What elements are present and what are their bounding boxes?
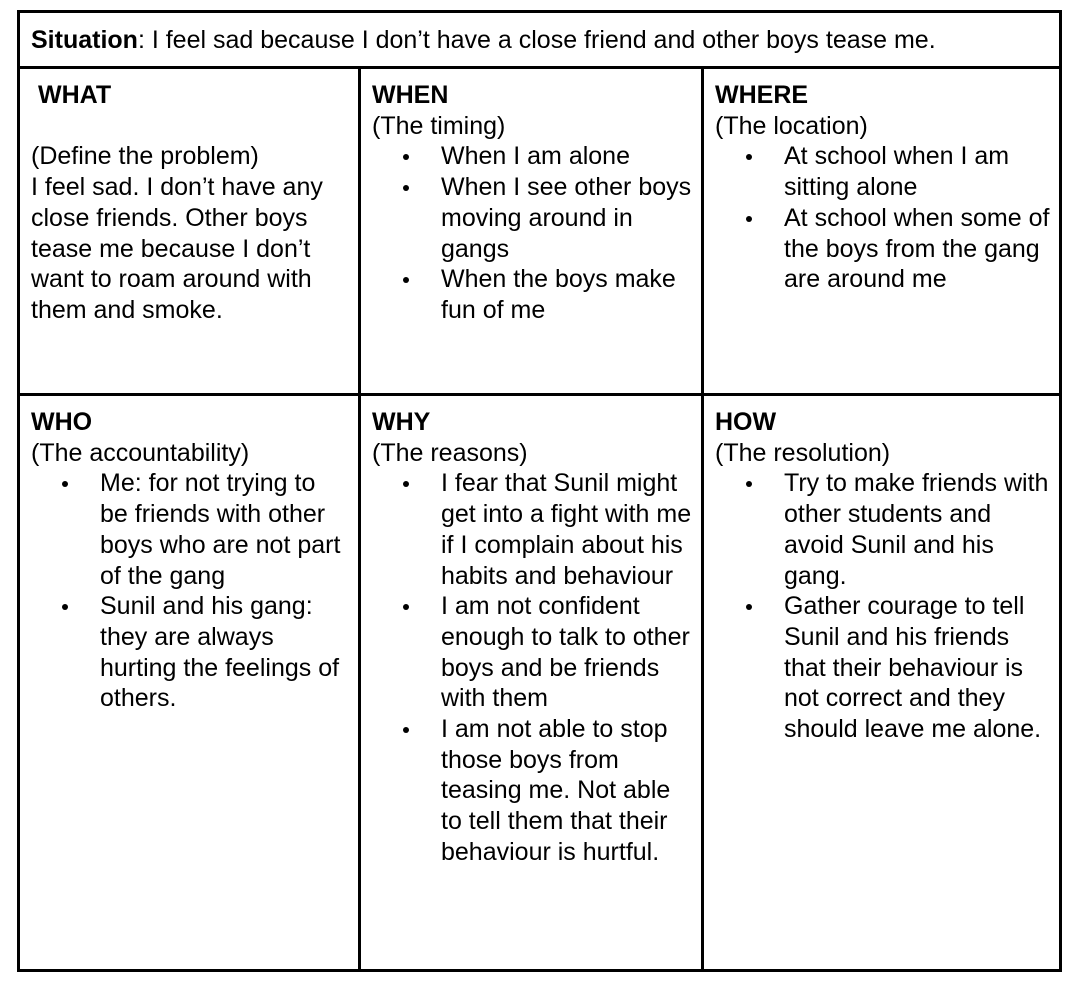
where-heading: WHERE: [715, 81, 809, 109]
why-item: I fear that Sunil might get into a fight with me if I complain about his habits and behaviour: [361, 468, 701, 591]
when-heading: WHEN: [372, 81, 449, 109]
situation-text: : I feel sad because I don’t have a close friend and other boys tease me.: [137, 26, 936, 54]
where-cell: [704, 69, 1059, 396]
how-list: [704, 468, 1059, 744]
why-cell: [361, 396, 704, 969]
who-heading: WHO: [31, 408, 93, 436]
situation-label: Situation: [31, 26, 138, 54]
problem-analysis-table: [17, 10, 1062, 972]
where-item: At school when I am sitting alone: [704, 141, 1059, 202]
how-item: Gather courage to tell Sunil and his friends that their behaviour is not correct and they should leave me alone.: [704, 591, 1059, 745]
what-body: I feel sad. I don’t have any close friends. Other boys tease me because I don’t want to roam around with them and smoke.: [31, 173, 323, 324]
how-cell: [704, 396, 1059, 969]
why-heading: WHY: [372, 408, 431, 436]
what-cell: [20, 69, 361, 396]
how-heading: HOW: [715, 408, 777, 436]
when-subheading: (The timing): [372, 111, 506, 140]
where-subheading: (The location): [715, 111, 868, 140]
when-item: When I see other boys moving around in gangs: [361, 172, 701, 264]
when-item: When the boys make fun of me: [361, 264, 701, 325]
how-subheading: (The resolution): [715, 438, 891, 467]
when-item: When I am alone: [361, 141, 701, 172]
what-spacer: [20, 111, 358, 142]
who-list: [20, 468, 358, 714]
when-cell: [361, 69, 704, 396]
who-cell: [20, 396, 361, 969]
where-list: [704, 141, 1059, 295]
what-subheading: (Define the problem): [31, 142, 259, 171]
what-heading: WHAT: [38, 81, 112, 109]
where-item: At school when some of the boys from the gang are around me: [704, 203, 1059, 295]
situation-row: [20, 13, 1059, 69]
who-item: Me: for not trying to be friends with other boys who are not part of the gang: [20, 468, 358, 591]
why-item: I am not confident enough to talk to other boys and be friends with them: [361, 591, 701, 714]
why-subheading: (The reasons): [372, 438, 528, 467]
how-item: Try to make friends with other students and avoid Sunil and his gang.: [704, 468, 1059, 591]
when-list: [361, 141, 701, 325]
who-subheading: (The accountability): [31, 438, 250, 467]
who-item: Sunil and his gang: they are always hurting the feelings of others.: [20, 591, 358, 714]
why-list: [361, 468, 701, 867]
why-item: I am not able to stop those boys from teasing me. Not able to tell them that their behaviour is hurtful.: [361, 714, 701, 868]
